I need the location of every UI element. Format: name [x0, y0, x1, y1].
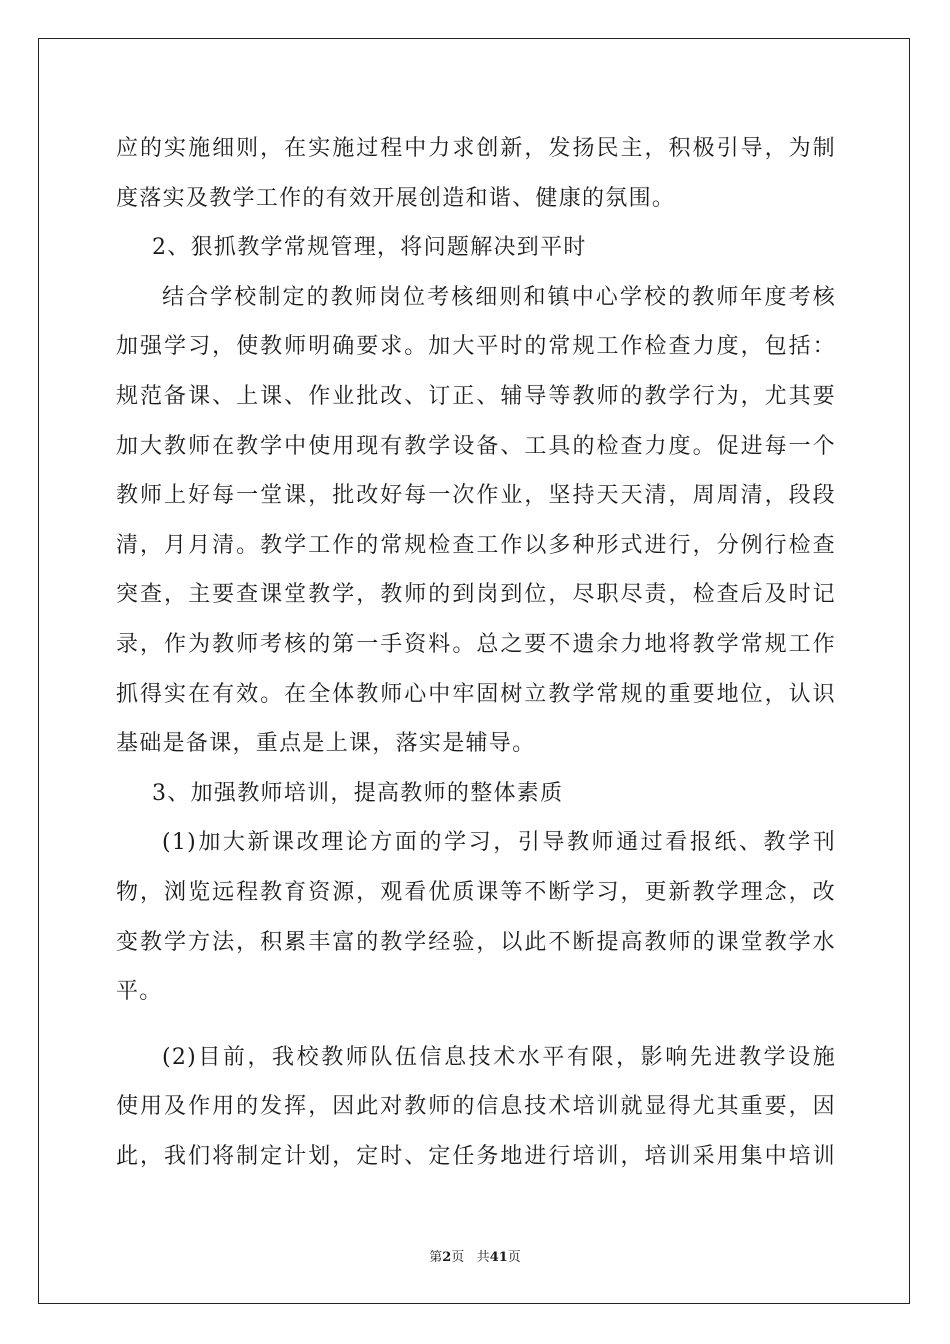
text-line: 使用及作用的发挥，因此对教师的信息技术培训就显得尤其重要，因 — [116, 1094, 836, 1120]
text-line: 录，作为教师考核的第一手资料。总之要不遗余力地将教学常规工作 — [116, 631, 836, 657]
total-pages: 41 — [489, 1250, 508, 1265]
section-heading: 2、狠抓教学常规管理，将问题解决到平时 — [152, 235, 587, 261]
page-footer — [0, 1246, 950, 1265]
page-prefix: 第 — [429, 1250, 443, 1265]
text-line: 突查，主要查课堂教学，教师的到岗到位，尽职尽责，检查后及时记 — [116, 582, 836, 608]
text-line: 规范备课、上课、作业批改、订正、辅导等教师的教学行为，尤其要 — [116, 383, 836, 409]
text-line: 清，月月清。教学工作的常规检查工作以多种形式进行，分例行检查 — [116, 532, 836, 558]
text-line: 应的实施细则，在实施过程中力求创新，发扬民主，积极引导，为制 — [116, 136, 836, 161]
text-line: 加强学习，使教师明确要求。加大平时的常规工作检查力度，包括： — [116, 334, 836, 360]
section-heading: 3、加强教师培训，提高教师的整体素质 — [152, 780, 564, 806]
text-line: 变教学方法，积累丰富的教学经验，以此不断提高教师的课堂教学水 — [116, 929, 836, 955]
text-line: 基础是备课，重点是上课，落实是辅导。 — [116, 731, 536, 757]
total-prefix: 共 — [476, 1250, 490, 1265]
page-suffix: 页 — [451, 1250, 465, 1265]
text-line: 教师上好每一堂课，批改好每一次作业，坚持天天清，周周清，段段 — [116, 483, 836, 509]
text-line: 加大教师在教学中使用现有教学设备、工具的检查力度。促进每一个 — [116, 433, 836, 459]
text-line: 平。 — [116, 979, 163, 1005]
text-line: 物，浏览远程教育资源，观看优质课等不断学习，更新教学理念，改 — [116, 879, 836, 905]
page-number: 2 — [442, 1250, 452, 1265]
text-line: 结合学校制定的教师岗位考核细则和镇中心学校的教师年度考核 — [162, 284, 836, 310]
document-body — [116, 124, 836, 1181]
text-line: (2)目前，我校教师队伍信息技术水平有限，影响先进教学设施 — [162, 1044, 836, 1070]
text-line: 此，我们将制定计划，定时、定任务地进行培训，培训采用集中培训 — [116, 1143, 836, 1169]
total-suffix: 页 — [507, 1250, 521, 1265]
text-line: 度落实及教学工作的有效开展创造和谐、健康的氛围。 — [116, 185, 676, 211]
text-line: (1)加大新课改理论方面的学习，引导教师通过看报纸、教学刊 — [162, 830, 836, 856]
text-line: 抓得实在有效。在全体教师心中牢固树立教学常规的重要地位，认识 — [116, 681, 836, 707]
